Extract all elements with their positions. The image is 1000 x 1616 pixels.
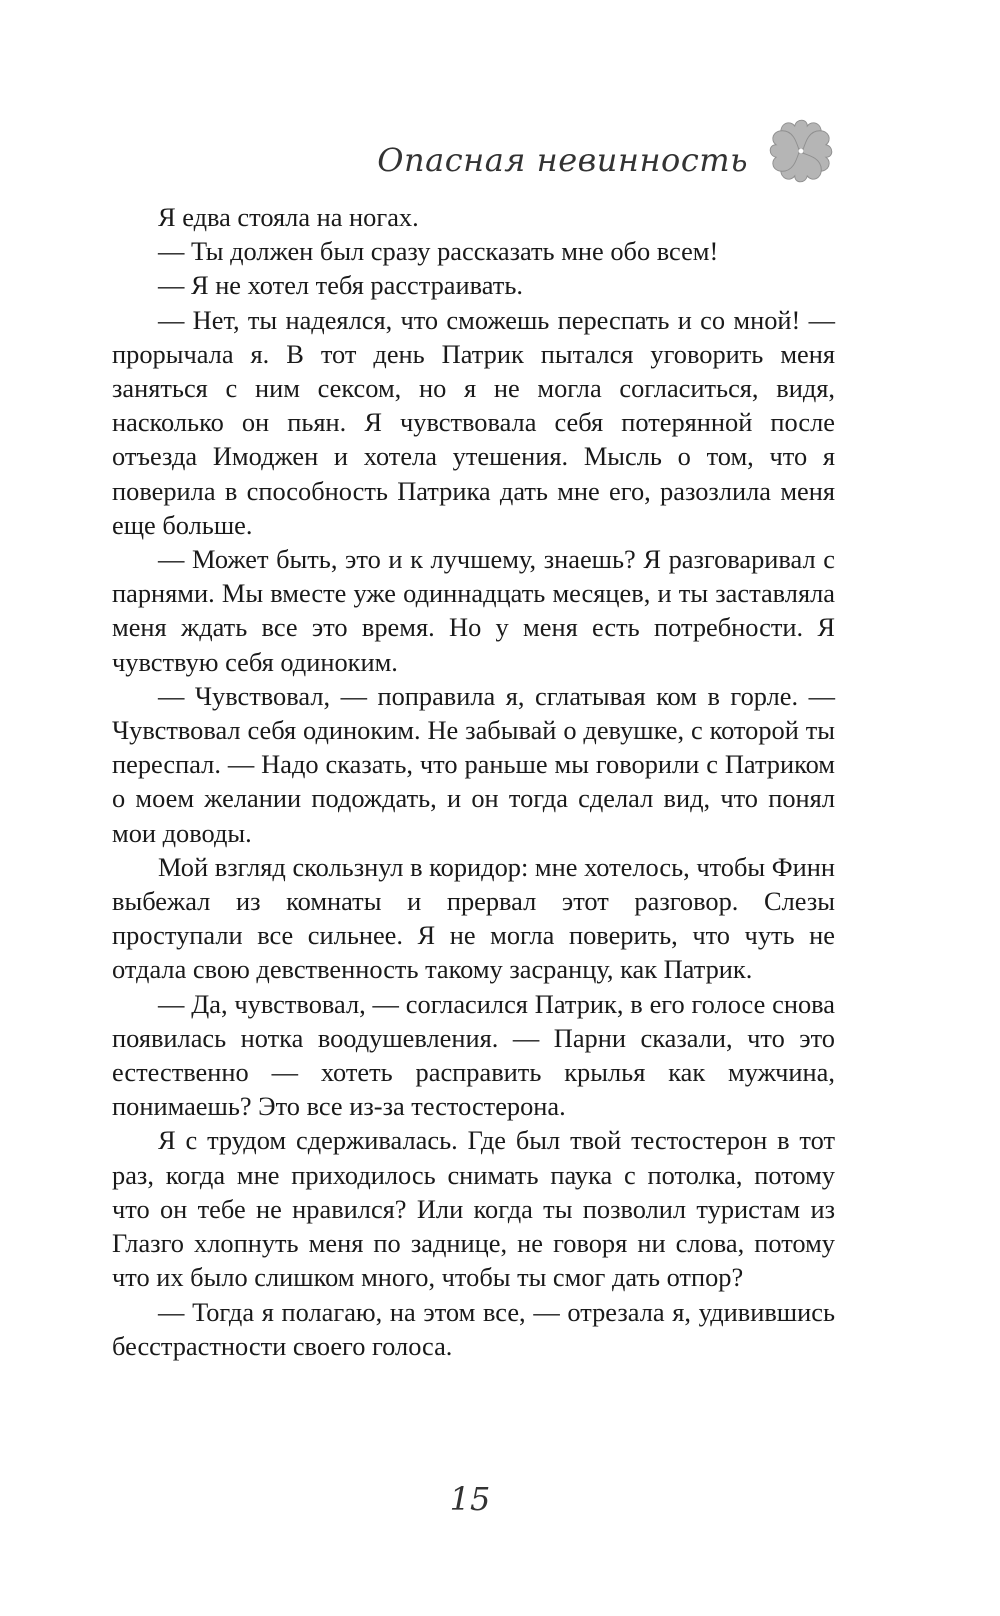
body-text xyxy=(112,200,835,1363)
paragraph: — Нет, ты надеялся, что сможешь переспать и со мной! — прорычала я. В тот день Патрик пытался уговорить меня заняться с ним сексом, но я не могла согласиться, видя, насколько он пьян. Я чувствовала себя потерянной после отъезда Имоджен и хотела утешения. Мысль о том, что я поверила в способность Патрика дать мне его, разозлила меня еще больше. xyxy=(112,304,835,540)
paragraph: — Да, чувствовал, — согласился Патрик, в его голосе снова появилась нотка воодушевления. — Парни сказали, что это естественно — хотеть расправить крылья как мужчина, понимаешь? Это все из-за тестостерона. xyxy=(112,988,835,1122)
paragraph: — Тогда я полагаю, на этом все, — отрезала я, удивившись бесстрастности своего голоса. xyxy=(112,1296,835,1361)
page-number: 15 xyxy=(449,1480,491,1518)
paragraph: — Ты должен был сразу рассказать мне обо всем! xyxy=(158,236,719,267)
paragraph: — Чувствовал, — поправила я, сглатывая ком в горле. — Чувствовал себя одиноким. Не забывай о девушке, с которой ты переспал. — Надо сказать, что раньше мы говорили с Патриком о моем желании подождать, и он тогда сделал вид, что понял мои доводы. xyxy=(112,680,835,848)
paragraph: Мой взгляд скользнул в коридор: мне хотелось, чтобы Финн выбежал из комнаты и прервал этот разговор. Слезы проступали все сильнее. Я не могла поверить, что чуть не отдала свою девственность такому засранцу, как Патрик. xyxy=(112,851,835,985)
paragraph: — Я не хотел тебя расстраивать. xyxy=(158,270,523,301)
paragraph: Я с трудом сдерживалась. Где был твой тестостерон в тот раз, когда мне приходилось снимать паука с потолка, потому что он тебе не нравился? Или когда ты позволил туристам из Глазго хлопнуть меня по заднице, не говоря ни слова, потому что их было слишком много, чтобы ты смог дать отпор? xyxy=(112,1125,835,1293)
paragraph: Я едва стояла на ногах. xyxy=(158,202,419,232)
paragraph: — Может быть, это и к лучшему, знаешь? Я разговаривал с парнями. Мы вместе уже одиннадцать месяцев, и ты заставляла меня ждать все это время. Но у меня есть потребности. Я чувствую себя одиноким. xyxy=(112,544,835,677)
four-leaf-clover-icon xyxy=(762,112,840,190)
running-header-title: Опасная невинность xyxy=(377,141,748,179)
running-header xyxy=(377,112,840,190)
